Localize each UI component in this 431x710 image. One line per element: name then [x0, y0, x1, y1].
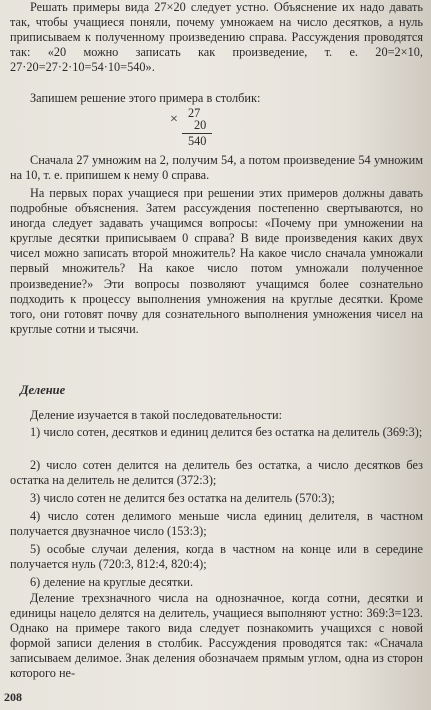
paragraph-intro: Решать примеры вида 27×20 следует устно. Объяснение их надо давать так, чтобы учащиеся поняли, почему умножаем на число десятков, а нуль приписываем к полученному произведению справа. Рассуждения проводятся так: «20 можно записать как произведение, т. е. 20=2×10, 27·20=27·2·10=54·10=540». [10, 0, 423, 75]
list-item: 4) число сотен делимого меньше числа единиц делителя, в частном получается двузначное число (153:3); [10, 509, 423, 539]
list-item: 5) особые случаи деления, когда в частном на конце или в середине получается нуль (720:3, 812:4, 820:4); [10, 542, 423, 572]
paragraph-questions: На первых порах учащиеся при решении этих примеров должны давать подробные объяснения. Затем рассуждения постепенно свертываются, но иногда следует задавать учащимся вопросы: «Почему при умножении на круглые десятки приписываем 0 справа? В виде произведения каких двух чисел можно записать второй множитель? На какое число сначала умножали первый множитель? На какое число потом умножали полученное произведение?» Эти вопросы позволяют учащимся более сознательно подходить к процессу выполнения умножения на круглые десятки. Кроме того, они готовят почву для сознательного выполнения умножения чисел на круглые сотни и тысячи. [10, 186, 423, 336]
paragraph-column-intro: Запишем решение этого примера в столбик: [30, 91, 261, 105]
multiplicand: 27 [188, 106, 201, 120]
paragraph-division: Деление трехзначного числа на однозначное, когда сотни, десятки и единицы нацело делятся на делитель, учащиеся выполняют устно: 369:3=123. Однако на примере такого вида следует познакомить учащихся с новой формой записи деления в столбик. Рассуждения проводятся так: «Сначала записываем делимое. Знак деления обозначаем прямым углом, одна из сторон которого не- [10, 591, 423, 681]
column-multiplication [170, 107, 230, 152]
multiply-sign: × [170, 112, 178, 127]
column-result: 540 [188, 134, 207, 148]
paragraph-sequence-intro: Деление изучается в такой последовательности: [30, 408, 282, 422]
list-item: 6) деление на круглые десятки. [30, 575, 194, 589]
list-item: 3) число сотен не делится без остатка на делитель (570:3); [30, 491, 335, 505]
section-heading: Деление [20, 383, 66, 397]
paragraph-explanation: Сначала 27 умножим на 2, получим 54, а потом произведение 54 умножим на 10, т. е. припишем к нему 0 справа. [10, 153, 423, 183]
multiplier: 20 [194, 118, 207, 132]
list-item: 2) число сотен делится на делитель без остатка, а число десятков без остатка на делитель не делится (372:3); [10, 458, 423, 488]
page-number: 208 [4, 690, 22, 704]
list-item: 1) число сотен, десятков и единиц делится без остатка на делитель (369:3); [30, 425, 423, 439]
